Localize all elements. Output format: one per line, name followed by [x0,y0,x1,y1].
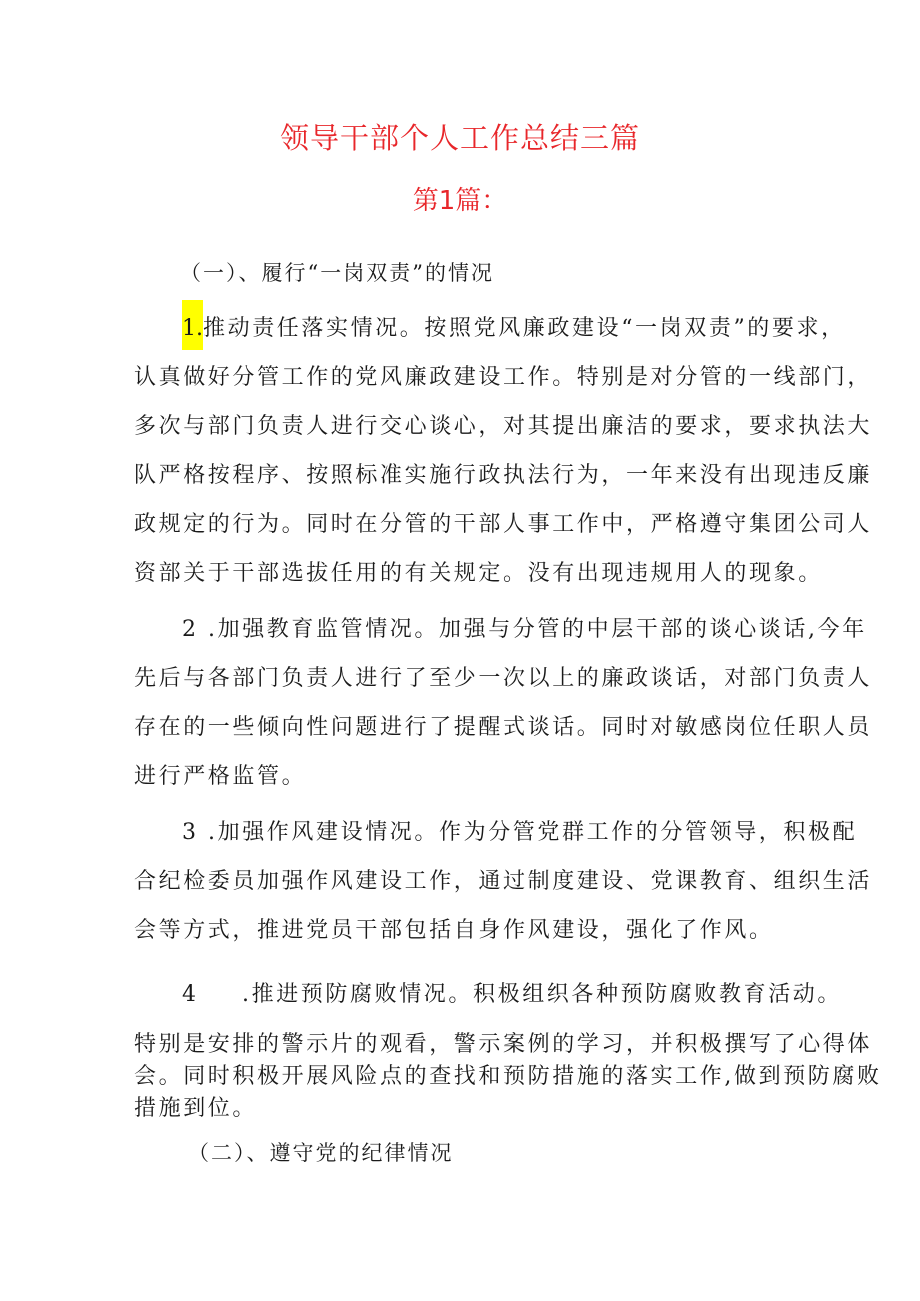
paragraph-2-number: 2 [182,617,196,642]
paragraph-2-line-2: 先后与各部门负责人进行了至少一次以上的廉政谈话，对部门负责人 [134,666,873,691]
paragraph-1-line-6: 资部关于干部选拔任用的有关规定。没有出现违规用人的现象。 [134,561,823,586]
paragraph-3-line-3: 会等方式，推进党员干部包括自身作风建设，强化了作风。 [134,918,774,943]
paragraph-4-line-1 [182,980,842,1010]
paragraph-4-number: 4 [182,982,196,1007]
paragraph-3-number: 3 [182,820,196,845]
paragraph-1-text: 推动责任落实情况。按照党风廉政建设“一岗双责”的要求， [203,316,846,341]
section-heading-1: （一）、履行“一岗双责”的情况 [180,261,494,285]
paragraph-2-text: .加强教育监管情况。加强与分管的中层干部的谈心谈话,今年 [208,617,867,642]
paragraph-4-line-4: 措施到位。 [134,1096,258,1121]
paragraph-4-text: .推进预防腐败情况。积极组织各种预防腐败教育活动。 [242,982,842,1007]
paragraph-3-line-1 [182,818,857,848]
highlighted-number: 1. [182,300,203,350]
paragraph-4-line-3: 会。同时积极开展风险点的查找和预防措施的落实工作,做到预防腐败 [134,1064,882,1089]
paragraph-4-line-2: 特别是安排的警示片的观看，警示案例的学习，并积极撰写了心得体 [134,1032,873,1057]
paragraph-1-line-4: 队严格按程序、按照标准实施行政执法行为，一年来没有出现违反廉 [134,463,873,488]
paragraph-1-line-1 [182,314,846,350]
paragraph-1-line-5: 政规定的行为。同时在分管的干部人事工作中，严格遵守集团公司人 [134,512,873,537]
paragraph-2-line-1 [182,615,867,645]
document-title: 领导干部个人工作总结三篇 [279,121,640,155]
section-heading-2: （二）、遵守党的纪律情况 [188,1141,454,1165]
paragraph-1-line-2: 认真做好分管工作的党风廉政建设工作。特别是对分管的一线部门， [134,365,873,390]
paragraph-2-line-3: 存在的一些倾向性问题进行了提醒式谈话。同时对敏感岗位任职人员 [134,715,873,740]
paragraph-3-text: .加强作风建设情况。作为分管党群工作的分管领导，积极配 [208,820,858,845]
document-subtitle: 第1篇： [412,186,508,216]
paragraph-3-line-2: 合纪检委员加强作风建设工作，通过制度建设、党课教育、组织生活 [134,869,873,894]
paragraph-1-line-3: 多次与部门负责人进行交心谈心，对其提出廉洁的要求，要求执法大 [134,414,873,439]
paragraph-2-line-4: 进行严格监管。 [134,764,307,789]
